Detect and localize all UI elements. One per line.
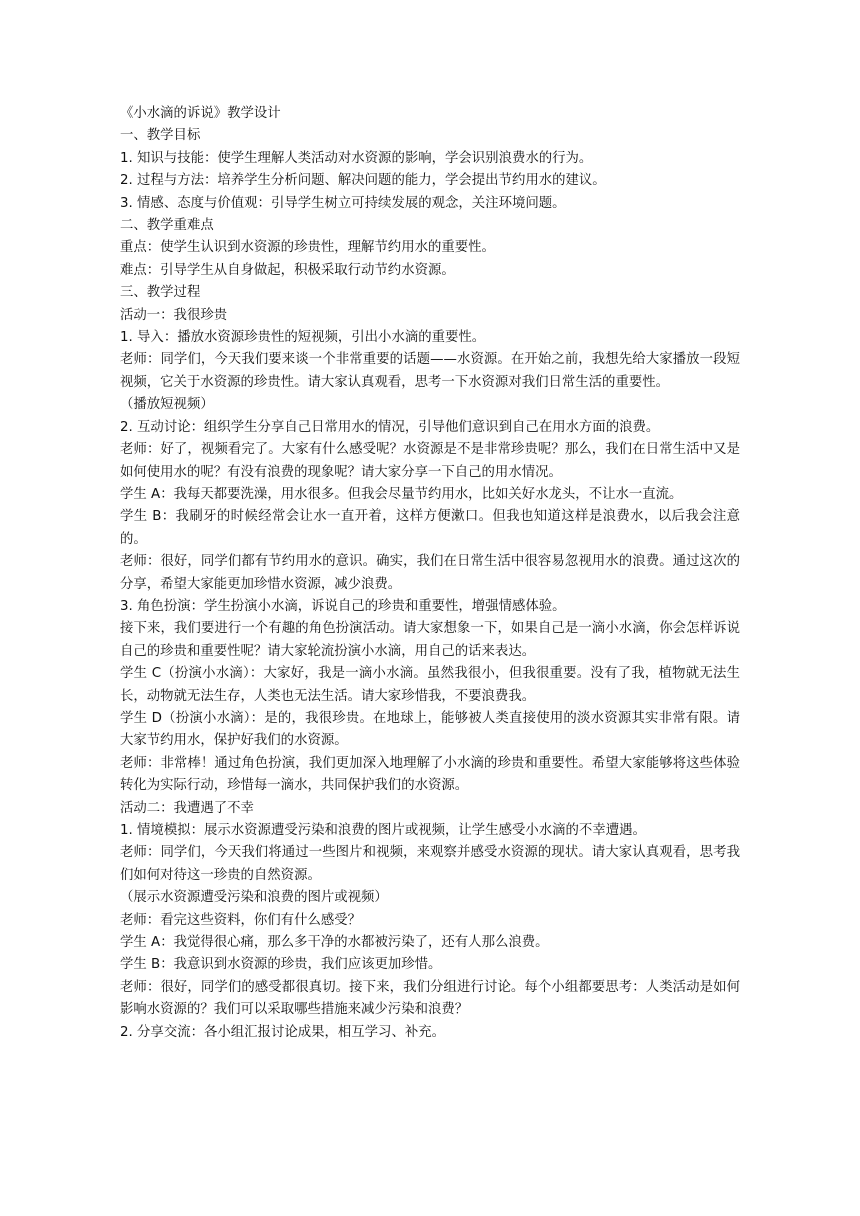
document-title: 《小水滴的诉说》教学设计 bbox=[120, 106, 281, 121]
step-item: 3. 角色扮演：学生扮演小水滴，诉说自己的珍贵和重要性，增强情感体验。 bbox=[120, 598, 566, 614]
student-dialogue: 学生 D（扮演小水滴）：是的，我很珍贵。在地球上，能够被人类直接使用的淡水资源其实非常有限。请大家节约用水，保护好我们的水资源。 bbox=[120, 710, 740, 749]
teacher-dialogue: 接下来，我们要进行一个有趣的角色扮演活动。请大家想象一下，如果自己是一滴小水滴，你会怎样诉说自己的珍贵和重要性呢？请大家轮流扮演小水滴，用自己的话来表达。 bbox=[120, 621, 740, 659]
stage-note: （展示水资源遭受污染和浪费的图片或视频） bbox=[120, 890, 388, 906]
section-heading-objectives: 一、教学目标 bbox=[120, 128, 201, 144]
objective-item: 2. 过程与方法：培养学生分析问题、解决问题的能力，学会提出节约用水的建议。 bbox=[120, 173, 606, 189]
student-dialogue: 学生 A：我觉得很心痛，那么多干净的水都被污染了，还有人那么浪费。 bbox=[120, 935, 549, 951]
teacher-dialogue: 老师：同学们，今天我们要来谈一个非常重要的话题——水资源。在开始之前，我想先给大家播放一段短视频，它关于水资源的珍贵性。请大家认真观看，思考一下水资源对我们日常生活的重要性。 bbox=[120, 352, 740, 390]
step-item: 2. 互动讨论：组织学生分享自己日常用水的情况，引导他们意识到自己在用水方面的浪费。 bbox=[120, 419, 660, 435]
teacher-dialogue: 老师：看完这些资料，你们有什么感受？ bbox=[120, 912, 362, 928]
teacher-dialogue: 老师：非常棒！通过角色扮演，我们更加深入地理解了小水滴的珍贵和重要性。希望大家能够将这些体验转化为实际行动，珍惜每一滴水，共同保护我们的水资源。 bbox=[120, 755, 740, 794]
teacher-dialogue: 老师：很好，同学们都有节约用水的意识。确实，我们在日常生活中很容易忽视用水的浪费。通过这次的分享，希望大家能更加珍惜水资源，减少浪费。 bbox=[120, 554, 740, 592]
teacher-dialogue: 老师：好了，视频看完了。大家有什么感受呢？水资源是不是非常珍贵呢？那么，我们在日常生活中又是如何使用水的呢？有没有浪费的现象呢？请大家分享一下自己的用水情况。 bbox=[120, 442, 740, 480]
section-heading-key-points: 二、教学重难点 bbox=[120, 218, 214, 234]
key-point: 重点：使学生认识到水资源的珍贵性，理解节约用水的重要性。 bbox=[120, 240, 495, 256]
step-item: 2. 分享交流：各小组汇报讨论成果，相互学习、补充。 bbox=[120, 1024, 446, 1040]
activity-heading: 活动一：我很珍贵 bbox=[120, 307, 228, 323]
student-dialogue: 学生 A：我每天都要洗澡，用水很多。但我会尽量节约用水，比如关好水龙头，不让水一直流。 bbox=[120, 486, 683, 502]
difficult-point: 难点：引导学生从自身做起，积极采取行动节约水资源。 bbox=[120, 262, 455, 278]
document-page bbox=[120, 103, 740, 1044]
objective-item: 1. 知识与技能：使学生理解人类活动对水资源的影响，学会识别浪费水的行为。 bbox=[120, 150, 593, 166]
student-dialogue: 学生 B：我意识到水资源的珍贵，我们应该更加珍惜。 bbox=[120, 957, 442, 973]
step-item: 1. 导入：播放水资源珍贵性的短视频，引出小水滴的重要性。 bbox=[120, 330, 486, 346]
teacher-dialogue: 老师：同学们，今天我们将通过一些图片和视频，来观察并感受水资源的现状。请大家认真观看，思考我们如何对待这一珍贵的自然资源。 bbox=[120, 845, 740, 883]
section-heading-process: 三、教学过程 bbox=[120, 285, 201, 301]
stage-note: （播放短视频） bbox=[120, 397, 214, 413]
teacher-dialogue: 老师：很好，同学们的感受都很真切。接下来，我们分组进行讨论。每个小组都要思考：人类活动是如何影响水资源的？我们可以采取哪些措施来减少污染和浪费？ bbox=[120, 979, 740, 1018]
step-item: 1. 情境模拟：展示水资源遭受污染和浪费的图片或视频，让学生感受小水滴的不幸遭遇。 bbox=[120, 823, 646, 838]
student-dialogue: 学生 B：我刷牙的时候经常会让水一直开着，这样方便漱口。但我也知道这样是浪费水，以后我会注意的。 bbox=[120, 509, 740, 547]
activity-heading: 活动二：我遭遇了不幸 bbox=[120, 800, 254, 816]
objective-item: 3. 情感、态度与价值观：引导学生树立可持续发展的观念，关注环境问题。 bbox=[120, 195, 566, 211]
student-dialogue: 学生 C（扮演小水滴）：大家好，我是一滴小水滴。虽然我很小，但我很重要。没有了我，植物就无法生长，动物就无法生存，人类也无法生活。请大家珍惜我，不要浪费我。 bbox=[120, 666, 740, 704]
